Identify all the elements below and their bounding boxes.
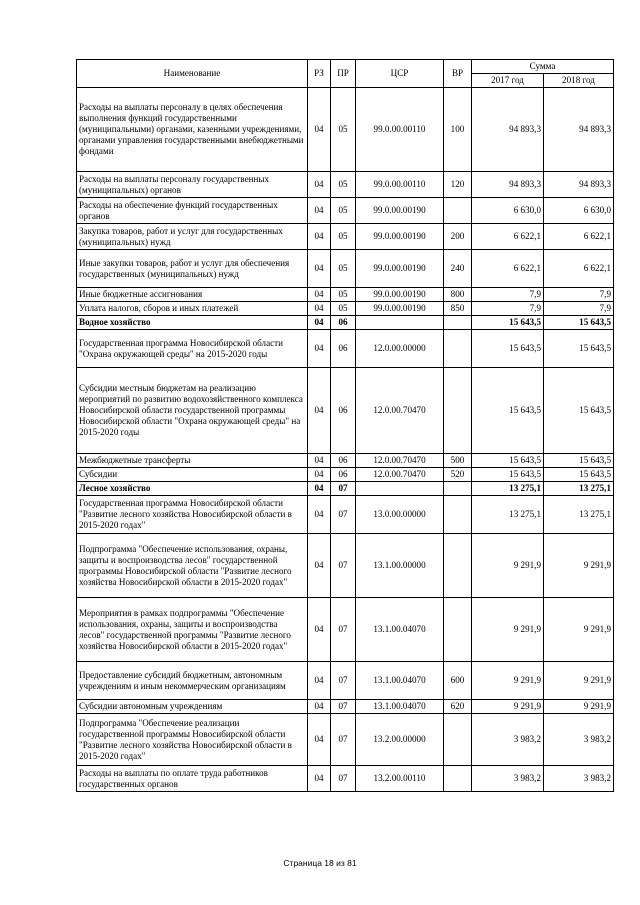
- row-name: Подпрограмма "Обеспечение использования, охраны, защиты и воспроизводства лесов" государственной программы Новосибирской области "Развитие лесного хозяйства Новосибирской области в 2015-2020 годах": [77, 534, 308, 598]
- row-value-2017: 9 291,9: [472, 700, 544, 714]
- row-value-2018: 13 275,1: [544, 496, 614, 534]
- table-row: [77, 88, 614, 172]
- row-rz: 04: [308, 496, 331, 534]
- row-name: Иные закупки товаров, работ и услуг для обеспечения государственных (муниципальных) нужд: [77, 250, 308, 288]
- row-value-2017: 15 643,5: [472, 468, 544, 482]
- row-vr: [444, 714, 472, 766]
- row-rz: 04: [308, 662, 331, 700]
- row-pr: 06: [331, 454, 356, 468]
- row-value-2017: 13 275,1: [472, 496, 544, 534]
- table-row: [77, 534, 614, 598]
- row-csr: [356, 316, 444, 330]
- row-value-2017: 7,9: [472, 302, 544, 316]
- row-pr: 06: [331, 316, 356, 330]
- table-row: [77, 172, 614, 198]
- row-rz: 04: [308, 288, 331, 302]
- row-pr: 05: [331, 288, 356, 302]
- row-value-2018: 7,9: [544, 288, 614, 302]
- row-vr: [444, 482, 472, 496]
- row-name: Подпрограмма "Обеспечение реализации государственной программы Новосибирской области "Развитие лесного хозяйства Новосибирской области в 2015-2020 годах": [77, 714, 308, 766]
- row-rz: 04: [308, 330, 331, 368]
- row-pr: 05: [331, 88, 356, 172]
- row-vr: [444, 198, 472, 224]
- row-vr: [444, 598, 472, 662]
- table-row: [77, 496, 614, 534]
- row-csr: 12.0.00.70470: [356, 368, 444, 454]
- row-value-2017: 13 275,1: [472, 482, 544, 496]
- row-csr: 99.0.00.00190: [356, 198, 444, 224]
- table-row: [77, 368, 614, 454]
- table-row: [77, 288, 614, 302]
- row-csr: 12.0.00.70470: [356, 454, 444, 468]
- row-name: Расходы на выплаты по оплате труда работников государственных органов: [77, 766, 308, 792]
- row-name: Государственная программа Новосибирской области "Развитие лесного хозяйства Новосибирской области в 2015-2020 годах": [77, 496, 308, 534]
- row-vr: [444, 368, 472, 454]
- row-csr: 99.0.00.00190: [356, 302, 444, 316]
- row-value-2018: 15 643,5: [544, 330, 614, 368]
- row-value-2017: 94 893,3: [472, 172, 544, 198]
- row-value-2018: 15 643,5: [544, 454, 614, 468]
- row-vr: [444, 534, 472, 598]
- table-row: [77, 662, 614, 700]
- row-value-2017: 6 630,0: [472, 198, 544, 224]
- row-vr: [444, 316, 472, 330]
- row-name: Лесное хозяйство: [77, 482, 308, 496]
- row-pr: 06: [331, 368, 356, 454]
- row-pr: 05: [331, 250, 356, 288]
- row-vr: [444, 330, 472, 368]
- row-csr: 99.0.00.00190: [356, 288, 444, 302]
- row-name: Иные бюджетные ассигнования: [77, 288, 308, 302]
- row-name: Субсидии местным бюджетам на реализацию мероприятий по развитию водохозяйственного комплекса Новосибирской области государственной программы Новосибирской области "Охрана окружающей среды" на 2015-2020 годы: [77, 368, 308, 454]
- row-value-2017: 15 643,5: [472, 454, 544, 468]
- row-vr: [444, 496, 472, 534]
- row-vr: 620: [444, 700, 472, 714]
- row-name: Уплата налогов, сборов и иных платежей: [77, 302, 308, 316]
- row-value-2018: 15 643,5: [544, 316, 614, 330]
- table-row: [77, 302, 614, 316]
- row-csr: 13.1.00.04070: [356, 700, 444, 714]
- row-pr: 07: [331, 714, 356, 766]
- row-name: Водное хозяйство: [77, 316, 308, 330]
- row-csr: 13.0.00.00000: [356, 496, 444, 534]
- row-value-2017: 15 643,5: [472, 368, 544, 454]
- table-row: [77, 700, 614, 714]
- row-csr: [356, 482, 444, 496]
- table-row: [77, 714, 614, 766]
- header-pr: ПР: [331, 60, 356, 88]
- row-vr: 520: [444, 468, 472, 482]
- row-pr: 06: [331, 468, 356, 482]
- row-value-2017: 6 622,1: [472, 250, 544, 288]
- table-row: [77, 224, 614, 250]
- row-name: Мероприятия в рамках подпрограммы "Обеспечение использования, охраны, защиты и воспроизводства лесов" государственной программы "Развитие лесного хозяйства Новосибирской области в 2015-2020 годах": [77, 598, 308, 662]
- row-value-2017: 15 643,5: [472, 330, 544, 368]
- row-rz: 04: [308, 368, 331, 454]
- row-rz: 04: [308, 482, 331, 496]
- row-vr: 850: [444, 302, 472, 316]
- row-value-2018: 3 983,2: [544, 714, 614, 766]
- row-name: Расходы на обеспечение функций государственных органов: [77, 198, 308, 224]
- table-row: [77, 454, 614, 468]
- row-rz: 04: [308, 534, 331, 598]
- row-value-2018: 94 893,3: [544, 172, 614, 198]
- row-value-2018: 3 983,2: [544, 766, 614, 792]
- row-rz: 04: [308, 88, 331, 172]
- row-vr: 600: [444, 662, 472, 700]
- row-rz: 04: [308, 766, 331, 792]
- row-csr: 12.0.00.70470: [356, 468, 444, 482]
- row-pr: 05: [331, 198, 356, 224]
- table-row: [77, 198, 614, 224]
- row-value-2018: 13 275,1: [544, 482, 614, 496]
- row-pr: 05: [331, 302, 356, 316]
- row-rz: 04: [308, 172, 331, 198]
- header-name: Наименование: [77, 60, 308, 88]
- row-name: Расходы на выплаты персоналу государственных (муниципальных) органов: [77, 172, 308, 198]
- table-row: [77, 766, 614, 792]
- row-value-2018: 94 893,3: [544, 88, 614, 172]
- row-name: Государственная программа Новосибирской области "Охрана окружающей среды" на 2015-2020 годы: [77, 330, 308, 368]
- table-body: [77, 88, 614, 792]
- row-pr: 05: [331, 172, 356, 198]
- row-rz: 04: [308, 198, 331, 224]
- row-pr: 07: [331, 662, 356, 700]
- row-csr: 13.1.00.04070: [356, 598, 444, 662]
- row-name: Субсидии автономным учреждениям: [77, 700, 308, 714]
- row-vr: 120: [444, 172, 472, 198]
- row-pr: 07: [331, 482, 356, 496]
- row-value-2017: 6 622,1: [472, 224, 544, 250]
- row-rz: 04: [308, 700, 331, 714]
- row-value-2018: 6 630,0: [544, 198, 614, 224]
- row-value-2017: 3 983,2: [472, 714, 544, 766]
- row-pr: 05: [331, 224, 356, 250]
- row-value-2017: 94 893,3: [472, 88, 544, 172]
- header-rz: РЗ: [308, 60, 331, 88]
- row-vr: 200: [444, 224, 472, 250]
- row-vr: 100: [444, 88, 472, 172]
- row-pr: 07: [331, 496, 356, 534]
- row-value-2017: 9 291,9: [472, 662, 544, 700]
- row-value-2018: 9 291,9: [544, 598, 614, 662]
- row-pr: 07: [331, 700, 356, 714]
- row-pr: 07: [331, 766, 356, 792]
- row-pr: 07: [331, 598, 356, 662]
- table-row: [77, 468, 614, 482]
- header-sum: Сумма: [472, 60, 614, 74]
- row-value-2018: 6 622,1: [544, 224, 614, 250]
- row-pr: 06: [331, 330, 356, 368]
- row-csr: 13.1.00.04070: [356, 662, 444, 700]
- row-vr: [444, 766, 472, 792]
- row-csr: 99.0.00.00190: [356, 224, 444, 250]
- row-name: Предоставление субсидий бюджетным, автономным учреждениям и иным некоммерческим организациям: [77, 662, 308, 700]
- row-name: Субсидии: [77, 468, 308, 482]
- row-rz: 04: [308, 468, 331, 482]
- row-csr: 13.2.00.00110: [356, 766, 444, 792]
- row-name: Закупка товаров, работ и услуг для государственных (муниципальных) нужд: [77, 224, 308, 250]
- table-row: [77, 598, 614, 662]
- header-vr: ВР: [444, 60, 472, 88]
- row-vr: 500: [444, 454, 472, 468]
- row-csr: 12.0.00.00000: [356, 330, 444, 368]
- row-rz: 04: [308, 302, 331, 316]
- row-rz: 04: [308, 250, 331, 288]
- table-row: [77, 482, 614, 496]
- header-year-2017: 2017 год: [472, 74, 544, 88]
- row-csr: 99.0.00.00110: [356, 88, 444, 172]
- row-rz: 04: [308, 714, 331, 766]
- table-row: [77, 316, 614, 330]
- page-number: Страница 18 из 81: [283, 858, 357, 868]
- budget-table: [76, 59, 614, 792]
- row-value-2018: 9 291,9: [544, 662, 614, 700]
- row-value-2017: 7,9: [472, 288, 544, 302]
- row-vr: 800: [444, 288, 472, 302]
- table-row: [77, 330, 614, 368]
- row-value-2018: 6 622,1: [544, 250, 614, 288]
- row-value-2018: 9 291,9: [544, 700, 614, 714]
- row-rz: 04: [308, 316, 331, 330]
- row-rz: 04: [308, 454, 331, 468]
- row-value-2018: 9 291,9: [544, 534, 614, 598]
- row-name: Расходы на выплаты персоналу в целях обеспечения выполнения функций государственными (муниципальными) органами, казенными учреждениями, органами управления государственными внебюджетными фондами: [77, 88, 308, 172]
- row-name: Межбюджетные трансферты: [77, 454, 308, 468]
- row-value-2017: 9 291,9: [472, 598, 544, 662]
- row-csr: 13.1.00.00000: [356, 534, 444, 598]
- row-pr: 07: [331, 534, 356, 598]
- table-row: [77, 250, 614, 288]
- row-value-2017: 15 643,5: [472, 316, 544, 330]
- row-rz: 04: [308, 598, 331, 662]
- row-csr: 99.0.00.00110: [356, 172, 444, 198]
- row-vr: 240: [444, 250, 472, 288]
- header-csr: ЦСР: [356, 60, 444, 88]
- row-csr: 99.0.00.00190: [356, 250, 444, 288]
- row-value-2017: 3 983,2: [472, 766, 544, 792]
- row-value-2018: 15 643,5: [544, 368, 614, 454]
- row-rz: 04: [308, 224, 331, 250]
- header-year-2018: 2018 год: [544, 74, 614, 88]
- row-value-2018: 7,9: [544, 302, 614, 316]
- row-value-2018: 15 643,5: [544, 468, 614, 482]
- row-value-2017: 9 291,9: [472, 534, 544, 598]
- row-csr: 13.2.00.00000: [356, 714, 444, 766]
